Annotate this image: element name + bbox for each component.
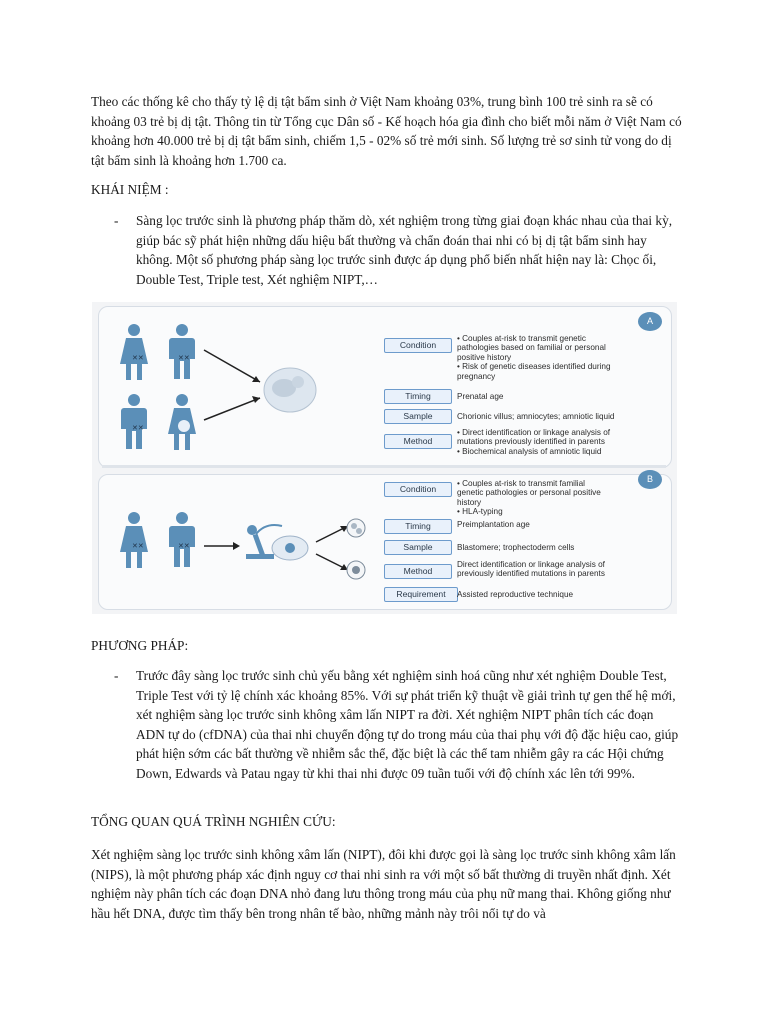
overview-heading: TỔNG QUAN QUÁ TRÌNH NGHIÊN CỨU: (91, 814, 336, 829)
panel-a-method-desc: • Direct identification or linkage analysis of mutations previously identified in parents • Biochemical analysis of amniotic liquid (457, 428, 611, 456)
concept-bullet-marker: - (114, 213, 119, 228)
panel-a-method-label: Method (384, 434, 452, 449)
person-icon (120, 324, 148, 380)
person-icon (169, 512, 195, 567)
panel-b-sample-label: Sample (384, 540, 452, 555)
panel-b-method-label: Method (384, 564, 452, 579)
panel-b-badge: B (638, 470, 662, 489)
svg-text:✕✕: ✕✕ (132, 542, 144, 550)
panel-b-sample-desc: Blastomere; trophectoderm cells (457, 543, 575, 552)
svg-text:✕✕: ✕✕ (178, 354, 190, 362)
panel-b-timing-label: Timing (384, 519, 452, 534)
panel-a-timing-label: Timing (384, 389, 452, 404)
panel-b-condition-label: Condition (384, 482, 452, 497)
pregnant-person-icon (168, 394, 196, 450)
screening-figure (92, 302, 677, 614)
svg-text:✕✕: ✕✕ (132, 354, 144, 362)
panel-a-badge: A (638, 312, 662, 331)
panel-b-condition-desc: • Couples at-risk to transmit familial genetic pathologies or personal positive history • HLA-typing (457, 479, 601, 517)
panel-a-timing-desc: Prenatal age (457, 392, 504, 401)
panel-a-condition-desc: • Couples at-risk to transmit genetic pathologies based on familial or personal positive history • Risk of genetic diseases identified during pregnancy (457, 334, 611, 381)
person-icon (120, 512, 148, 568)
ultrasound-fetus-icon (264, 368, 316, 412)
panel-a-sample-desc: Chorionic villus; amniocytes; amniotic liquid (457, 412, 615, 421)
overview-paragraph: Xét nghiệm sàng lọc trước sinh không xâm lấn (NIPT), đôi khi được gọi là sàng lọc trước sinh không xâm lấn (NIPS), là một phương pháp xác định nguy cơ thai nhi sinh ra với một số bất thường di truyền nhất định. Xét nghiệm này phân tích các đoạn DNA nhỏ đang lưu thông trong máu của phụ nữ mang thai. Không giống như hầu hết DNA, được tìm thấy bên trong nhân tế bào, những mảnh này trôi nổi tự do và (91, 847, 676, 921)
panel-a-condition-label: Condition (384, 338, 452, 353)
method-heading: PHƯƠNG PHÁP: (91, 638, 189, 653)
person-icon (121, 394, 147, 449)
panel-b-requirement-desc: Assisted reproductive technique (457, 590, 574, 599)
method-bullet-marker: - (114, 668, 119, 683)
panel-b-method-desc: Direct identification or linkage analysis of previously identified mutations in parents (457, 560, 605, 579)
svg-text:✕✕: ✕✕ (178, 542, 190, 550)
concept-heading: KHÁI NIỆM : (91, 182, 169, 197)
person-icon (169, 324, 195, 379)
svg-text:✕✕: ✕✕ (132, 424, 144, 432)
panel-b-timing-desc: Preimplantation age (457, 520, 530, 529)
panel-b-requirement-label: Requirement (384, 587, 458, 602)
blastomere-icon (347, 519, 365, 537)
method-bullet-text: Trước đây sàng lọc trước sinh chủ yếu bằng xét nghiệm sinh hoá cũng như xét nghiệm Double Test, Triple Test với tỷ lệ chính xác khoảng 85%. Với sự phát triển kỹ thuật về giải trình tự gen thế hệ mới, xét nghiệm sàng lọc trước sinh không xâm lấn NIPT ra đời. Xét nghiệm NIPT phân tích các đoạn ADN tự do (cfDNA) của thai nhi chuyển động tự do trong máu của thai phụ với độ đặc hiệu cao, giúp phát hiện sớm các bất thường về nhiễm sắc thể, đặc biệt là các thể tam nhiễm gây ra các Hội chứng Down, Edwards và Patau ngay từ khi thai nhi được 09 tuần tuổi với độ chính xác lên tới 99%. (136, 668, 679, 781)
intro-paragraph: Theo các thống kê cho thấy tỷ lệ dị tật bẩm sinh ở Việt Nam khoảng 03%, trung bình 100 trẻ sinh ra sẽ có khoảng 03 trẻ bị dị tật. Thông tin từ Tổng cục Dân số - Kế hoạch hóa gia đình cho biết mỗi năm ở Việt Nam có khoảng hơn 40.000 trẻ bị dị tật bẩm sinh, chiếm 1,5 - 02% số trẻ mới sinh. Số lượng trẻ sơ sinh tử vong do dị tật bẩm sinh là khoảng hơn 1.700 ca. (91, 94, 682, 168)
panel-a-sample-label: Sample (384, 409, 452, 424)
trophectoderm-icon (347, 561, 365, 579)
concept-bullet-text: Sàng lọc trước sinh là phương pháp thăm dò, xét nghiệm trong từng giai đoạn khác nhau của thai kỳ, giúp bác sỹ phát hiện những dấu hiệu bất thường và chẩn đoán thai nhi có bị dị tật bẩm sinh hay không. Một số phương pháp sàng lọc trước sinh được áp dụng phổ biến nhất hiện nay là: Chọc ối, Double Test, Triple test, Xét nghiệm NIPT,… (136, 213, 673, 287)
